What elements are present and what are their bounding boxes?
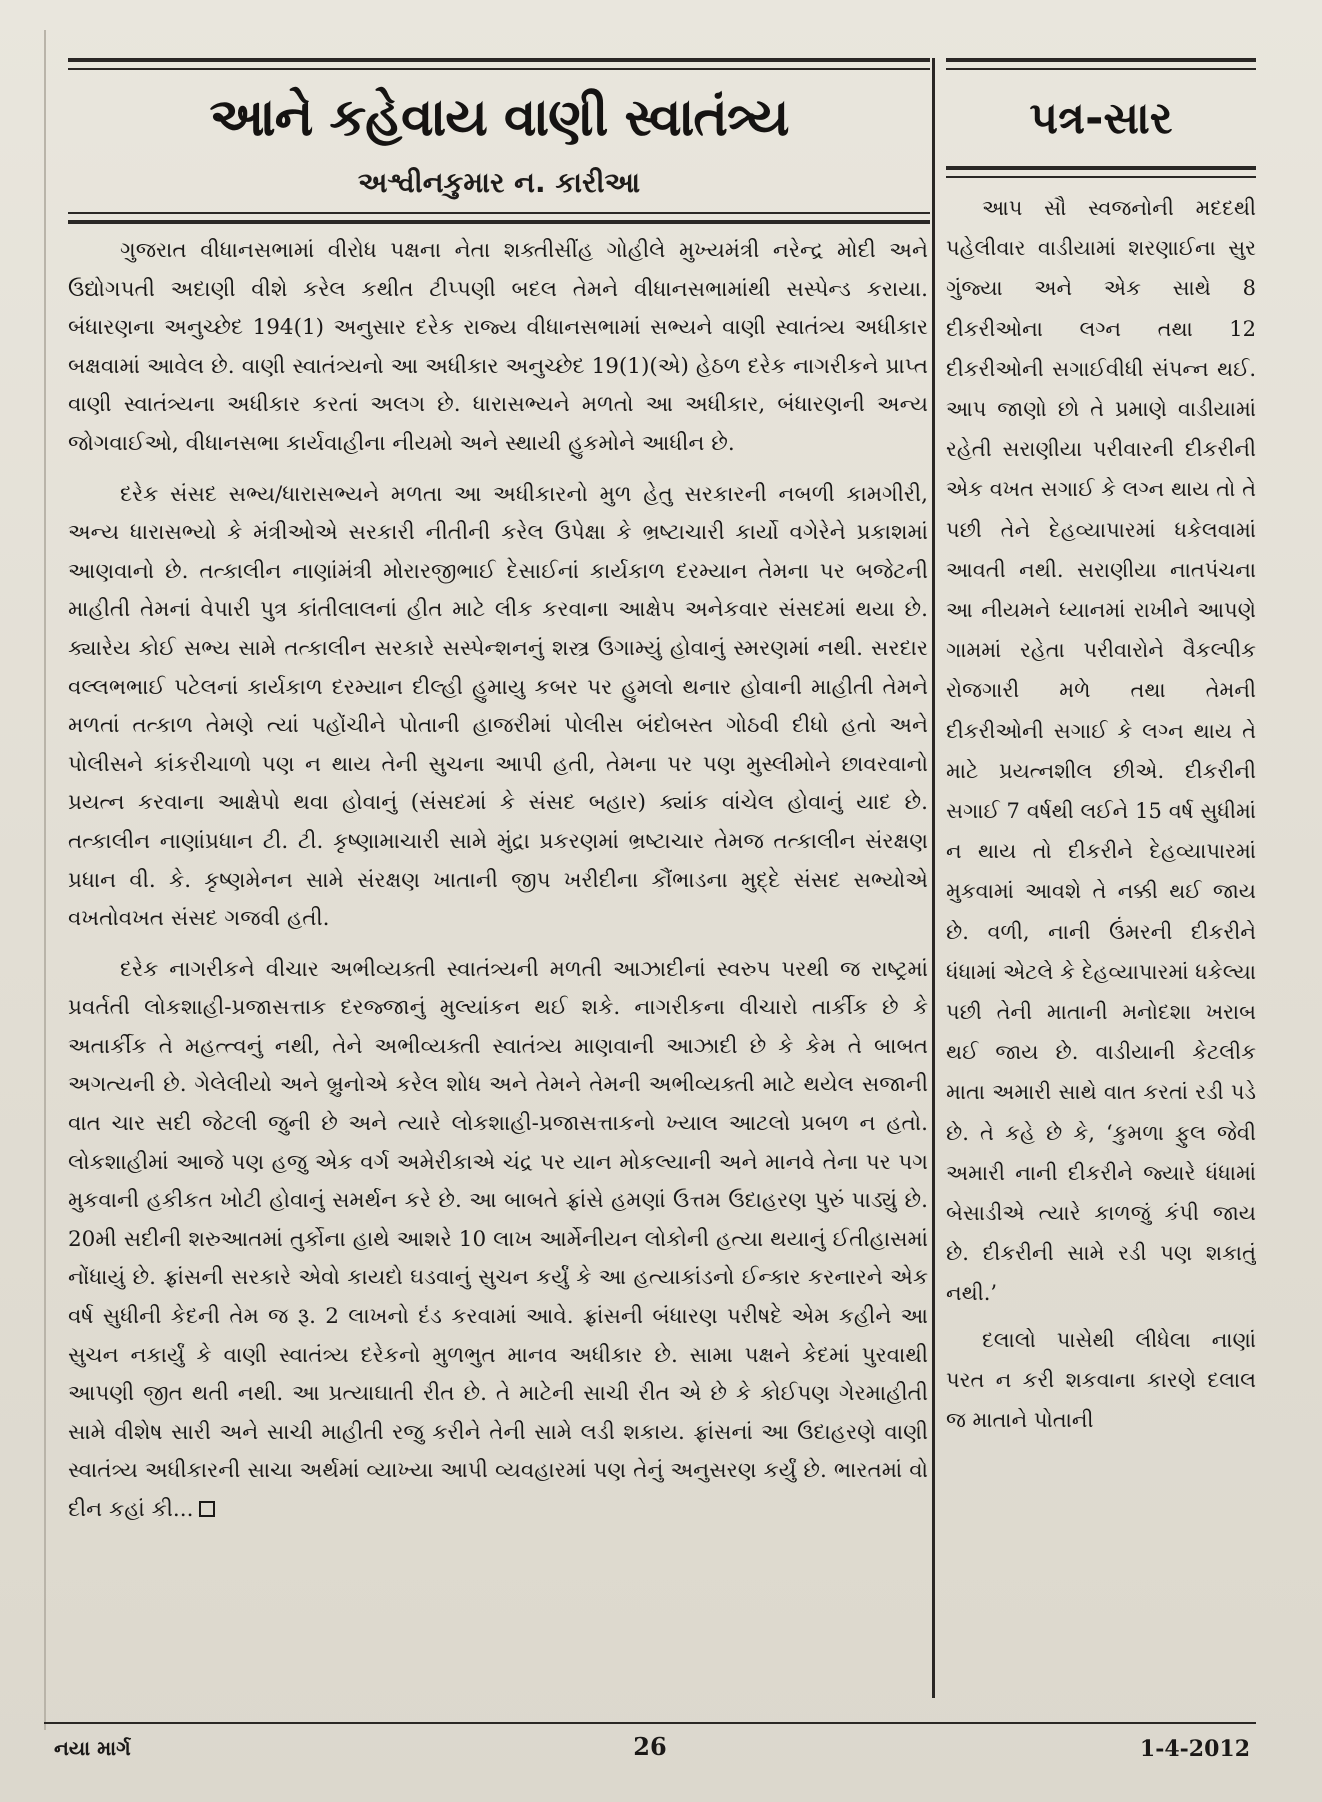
article-title: આને કહેવાય વાણી સ્વાતંત્ર્ય: [209, 88, 789, 148]
page-number: 26: [633, 1732, 667, 1761]
sidebar-body: [946, 188, 1256, 1708]
sidebar-paragraph-1: આપ સૌ સ્વજનોની મદદથી પહેલીવાર વાડીયામાં શરણાઈના સુર ગુંજ્યા અને એક સાથે 8 દીકરીઓના લગ્ન તથા 12 દીકરીઓની સગાઈવીધી સંપન્ન થઈ. આપ જાણો છો તે પ્રમાણે વાડીયામાં રહેતી સરાણીયા પરીવારની દીકરીની એક વખત સગાઈ કે લગ્ન થાય તો તે પછી તેને દેહવ્યાપારમાં ધકેલવામાં આવતી નથી. સરાણીયા નાતપંચના આ નીયમને ધ્યાનમાં રાખીને આપણે ગામમાં રહેતા પરીવારોને વૈકલ્પીક રોજગારી મળે તથા તેમની દીકરીઓની સગાઈ કે લગ્ન થાય તે માટે પ્રયત્નશીલ છીએ. દીકરીની સગાઈ 7 વર્ષથી લઈને 15 વર્ષ સુધીમાં ન થાય તો દીકરીને દેહવ્યાપારમાં મુકવામાં આવશે તે નક્કી થઈ જાય છે. વળી, નાની ઉંમરની દીકરીને ધંધામાં એટલે કે દેહવ્યાપારમાં ધકેલ્યા પછી તેની માતાની મનોદશા ખરાબ થઈ જાય છે. વાડીયાની કેટલીક માતા અમારી સાથે વાત કરતાં રડી પડે છે. તે કહે છે કે, ‘કુમળા ફુલ જેવી અમારી નાની દીકરીને જ્યારે ધંધામાં બેસાડીએ ત્યારે કાળજું કંપી જાય છે. દીકરીની સામે રડી પણ શકાતું નથી.’: [946, 196, 1256, 1306]
left-margin-rule: [44, 30, 46, 1730]
footer-rule: [44, 1722, 1256, 1724]
end-mark-icon: [199, 1501, 215, 1517]
article-body: [68, 232, 928, 1702]
issue-date: 1-4-2012: [1139, 1736, 1250, 1762]
article-header-rule: [68, 212, 930, 224]
article-paragraph-1: ગુજરાત વીધાનસભામાં વીરોધ પક્ષના નેતા શક્તીસીંહ ગોહીલે મુખ્યમંત્રી નરેન્દ્ર મોદી અને ઉદ્યોગપતી અદાણી વીશે કરેલ કથીત ટીપ્પણી બદલ તેમને વીધાનસભામાંથી સસ્પેન્ડ કરાયા. બંધારણના અનુચ્છેદ 194(1) અનુસાર દરેક રાજ્ય વીધાનસભામાં સભ્યને વાણી સ્વાતંત્ર્ય અધીકાર બક્ષવામાં આવેલ છે. વાણી સ્વાતંત્ર્યનો આ અધીકાર અનુચ્છેદ 19(1)(એ) હેઠળ દરેક નાગરીકને પ્રાપ્ત વાણી સ્વાતંત્ર્યના અધીકાર કરતાં અલગ છે. ધારાસભ્યને મળતો આ અધીકાર, બંધારણની અન્ય જોગવાઈઓ, વીધાનસભા કાર્યવાહીના નીયમો અને સ્થાયી હુકમોને આધીન છે.: [68, 238, 928, 456]
publication-name: નયા માર્ગ: [54, 1736, 131, 1760]
article-top-rule: [68, 58, 930, 70]
sidebar-paragraph-2: દલાલો પાસેથી લીધેલા નાણાં પરત ન કરી શકવાના કારણે દલાલ જ માતાને પોતાની: [946, 1327, 1256, 1433]
article-paragraph-3: [68, 951, 928, 1530]
article-paragraph-2: દરેક સંસદ સભ્ય/ધારાસભ્યને મળતા આ અધીકારનો મુળ હેતુ સરકારની નબળી કામગીરી, અન્ય ધારાસભ્યો કે મંત્રીઓએ સરકારી નીતીની કરેલ ઉપેક્ષા કે ભ્રષ્ટાચારી કાર્યો વગેરેને પ્રકાશમાં આણવાનો છે. તત્કાલીન નાણાંમંત્રી મોરારજીભાઈ દેસાઈનાં કાર્યકાળ દરમ્યાન તેમના પર બજેટની માહીતી તેમનાં વેપારી પુત્ર કાંતીલાલનાં હીત માટે લીક કરવાના આક્ષેપ અનેકવાર સંસદમાં થયા છે. ક્યારેય કોઈ સભ્ય સામે તત્કાલીન સરકારે સસ્પેન્શનનું શસ્ત્ર ઉગામ્યું હોવાનું સ્મરણમાં નથી. સરદાર વલ્લભભાઈ પટેલનાં કાર્યકાળ દરમ્યાન દીલ્હી હુમાયુ કબર પર હુમલો થનાર હોવાની માહીતી તેમને મળતાં તત્કાળ તેમણે ત્યાં પહોંચીને પોતાની હાજરીમાં પોલીસ બંદોબસ્ત ગોઠવી દીધો હતો અને પોલીસને કાંકરીચાળો પણ ન થાય તેની સુચના આપી હતી, તેમના પર પણ મુસ્લીમોને છાવરવાનો પ્રયત્ન કરવાના આક્ષેપો થવા હોવાનું (સંસદમાં કે સંસદ બહાર) ક્યાંક વાંચેલ હોવાનું યાદ છે. તત્કાલીન નાણાંપ્રધાન ટી. ટી. કૃષ્ણામાચારી સામે મુંદ્રા પ્રકરણમાં ભ્રષ્ટાચાર તેમજ તત્કાલીન સંરક્ષણ પ્રધાન વી. કે. કૃષ્ણમેનન સામે સંરક્ષણ ખાતાની જીપ ખરીદીના કૌંભાડના મુદ્દે સંસદ સભ્યોએ વખતોવખત સંસદ ગજવી હતી.: [68, 481, 928, 932]
article-author: અશ્વીનકુમાર ન. કારીઆ: [357, 166, 641, 199]
sidebar-header-rule: [946, 166, 1256, 178]
sidebar-title: પત્ર-સાર: [1029, 93, 1173, 144]
article-paragraph-3-text: દરેક નાગરીકને વીચાર અભીવ્યક્તી સ્વાતંત્ર્યની મળતી આઝાદીનાં સ્વરુપ પરથી જ રાષ્ટ્રમાં પ્રવર્તતી લોકશાહી-પ્રજાસત્તાક દરજ્જાનું મુલ્યાંકન થઈ શકે. નાગરીકના વીચારો તાર્કીક છે કે અતાર્કીક તે મહત્ત્વનું નથી, તેને અભીવ્યક્તી સ્વાતંત્ર્ય માણવાની આઝાદી છે કે કેમ તે બાબત અગત્યની છે. ગેલેલીયો અને બ્રુનોએ કરેલ શોધ અને તેમને તેમની અભીવ્યક્તી માટે થયેલ સજાની વાત ચાર સદી જેટલી જુની છે અને ત્યારે લોકશાહી-પ્રજાસત્તાકનો ખ્યાલ આટલો પ્રબળ ન હતો. લોકશાહીમાં આજે પણ હજુ એક વર્ગ અમેરીકાએ ચંદ્ર પર યાન મોકલ્યાની અને માનવે તેના પર પગ મુકવાની હકીકત ખોટી હોવાનું સમર્થન કરે છે. આ બાબતે ફ્રાંસે હમણાં ઉત્તમ ઉદાહરણ પુરું પાડ્યું છે. 20મી સદીની શરુઆતમાં તુર્કોના હાથે આશરે 10 લાખ આર્મેનીયન લોકોની હત્યા થયાનું ઈતીહાસમાં નોંધાયું છે. ફ્રાંસની સરકારે એવો કાયદો ઘડવાનું સુચન કર્યું કે આ હત્યાકાંડનો ઈન્કાર કરનારને એક વર્ષ સુધીની કેદની તેમ જ રૂ. 2 લાખનો દંડ કરવામાં આવે. ફ્રાંસની બંધારણ પરીષદે એમ કહીને આ સુચન નકાર્યું કે વાણી સ્વાતંત્ર્ય દરેકનો મુળભુત માનવ અધીકાર છે. સામા પક્ષને કેદમાં પુરવાથી આપણી જીત થતી નથી. આ પ્રત્યાઘાતી રીત છે. તે માટેની સાચી રીત એ છે કે કોઈપણ ગેરમાહીતી સામે વીશેષ સારી અને સાચી માહીતી રજુ કરીને તેની સામે લડી શકાય. ફ્રાંસનાં આ ઉદાહરણે વાણી સ્વાતંત્ર્ય અધીકારની સાચા અર્થમાં વ્યાખ્યા આપી વ્યવહારમાં પણ તેનું અનુસરણ કર્યું છે. ભારતમાં વો દીન કહાં કી...: [68, 956, 928, 1522]
sidebar-top-rule: [946, 58, 1256, 70]
column-divider: [932, 58, 935, 1698]
